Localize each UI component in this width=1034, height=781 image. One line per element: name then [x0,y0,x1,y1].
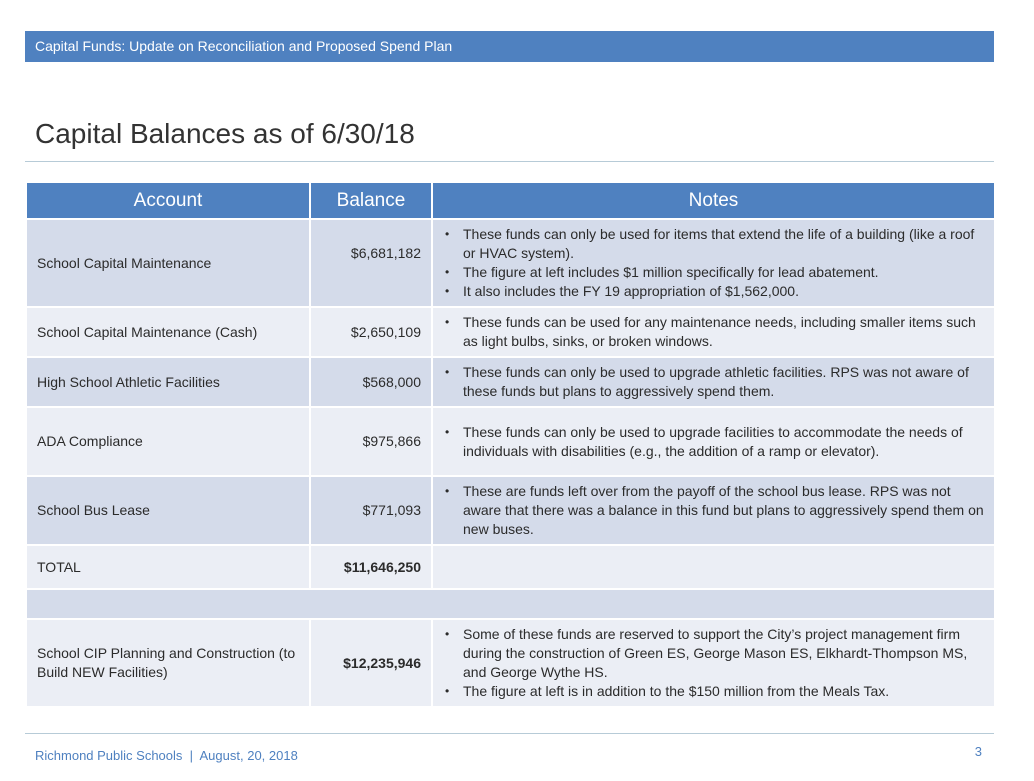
account-cell: High School Athletic Facilities [26,357,310,407]
notes-cell [432,407,995,476]
notes-cell [432,476,995,545]
column-header-balance: Balance [310,182,432,219]
account-cell: ADA Compliance [26,407,310,476]
column-header-notes: Notes [432,182,995,219]
table-row [26,476,995,545]
notes-cell [432,619,995,707]
header-banner [25,31,994,62]
account-cell: School Capital Maintenance (Cash) [26,307,310,357]
balance-cell: $568,000 [310,357,432,407]
total-notes-cell [432,545,995,589]
total-balance: $11,646,250 [310,545,432,589]
account-cell: School Capital Maintenance [26,219,310,307]
account-cell: School CIP Planning and Construction (to Build NEW Facilities) [26,619,310,707]
note-item: • These funds can be used for any maintenance needs, including smaller items such as light bulbs, sinks, or broken windows. [463,313,984,351]
notes-cell [432,357,995,407]
page-number: 3 [974,744,982,759]
footer-divider [25,733,994,734]
column-header-account: Account [26,182,310,219]
table-row [26,219,995,307]
note-item: • These are funds left over from the payoff of the school bus lease. RPS was not aware that there was a balance in this fund but plans to aggressively spend them on new buses. [463,482,984,539]
spacer-row [26,589,995,619]
balance-cell: $771,093 [310,476,432,545]
spacer-cell [26,589,995,619]
total-row [26,545,995,589]
note-item: • These funds can only be used to upgrade facilities to accommodate the needs of individuals with disabilities (e.g., the addition of a ramp or elevator). [463,423,984,461]
table-row [26,307,995,357]
note-item: • It also includes the FY 19 appropriation of $1,562,000. [463,282,984,301]
note-item: • The figure at left includes $1 million specifically for lead abatement. [463,263,984,282]
slide-title: Capital Balances as of 6/30/18 [35,118,415,149]
account-cell: School Bus Lease [26,476,310,545]
table-header-row [26,182,995,219]
note-item: • The figure at left is in addition to the $150 million from the Meals Tax. [463,682,984,701]
balance-cell: $12,235,946 [310,619,432,707]
total-label: TOTAL [26,545,310,589]
capital-balances-table [25,181,996,708]
balance-cell: $2,650,109 [310,307,432,357]
footer-text: Richmond Public Schools | August, 20, 2018 [35,748,298,763]
note-item: • These funds can only be used for items that extend the life of a building (like a roof or HVAC system). [463,225,984,263]
banner-title: Capital Funds: Update on Reconciliation and Proposed Spend Plan [35,38,453,54]
title-divider [25,161,994,162]
table-row [26,407,995,476]
notes-cell [432,307,995,357]
notes-cell [432,219,995,307]
balance-cell: $975,866 [310,407,432,476]
table-row [26,619,995,707]
balance-cell: $6,681,182 [310,219,432,307]
note-item: • These funds can only be used to upgrade athletic facilities. RPS was not aware of these funds but plans to aggressively spend them. [463,363,984,401]
table-row [26,357,995,407]
note-item: • Some of these funds are reserved to support the City’s project management firm during the construction of Green ES, George Mason ES, Elkhardt-Thompson MS, and George Wythe HS. [463,625,984,682]
